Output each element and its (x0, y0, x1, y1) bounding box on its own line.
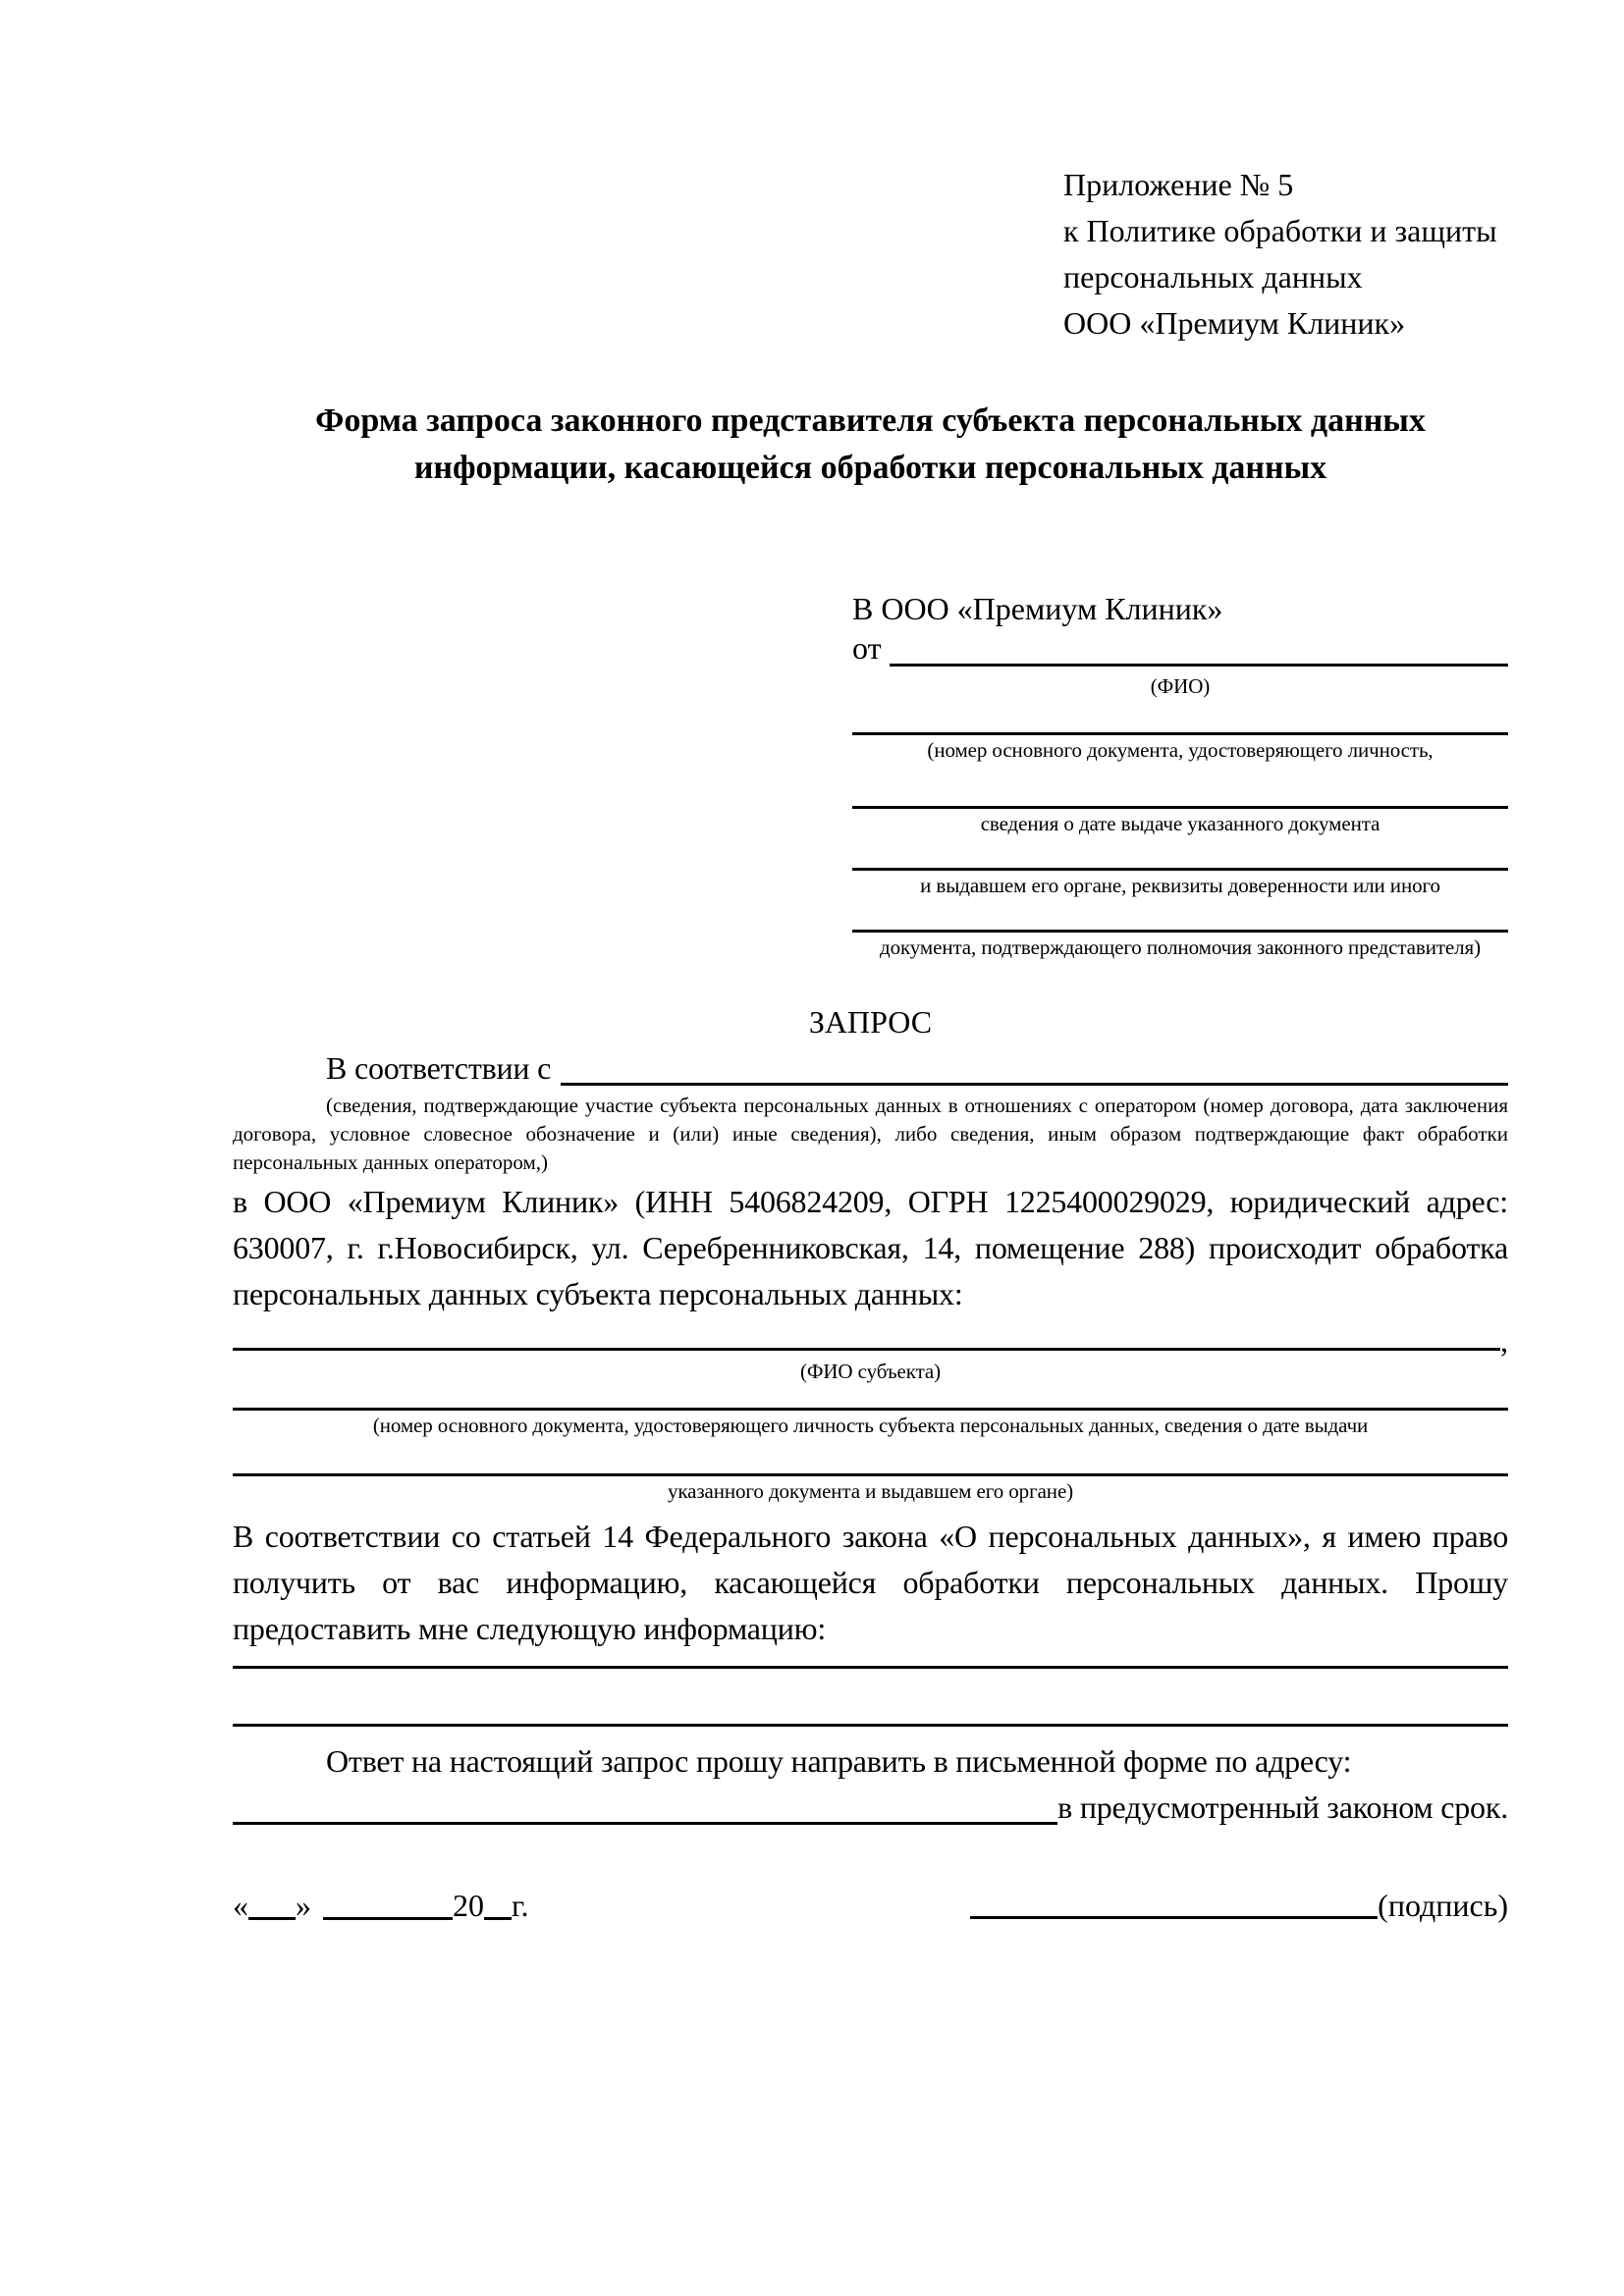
date-open-quote: « (233, 1888, 248, 1923)
header-line-policy: к Политике обработки и защиты (1063, 213, 1497, 248)
header-line-org: ООО «Премиум Клиник» (1063, 305, 1406, 341)
intro-prefix: В соответствии с (326, 1050, 552, 1086)
subject-doc-line-1 (233, 1408, 1508, 1411)
subject-doc-caption-2: указанного документа и выдавшем его органе) (667, 1479, 1074, 1503)
from-label: от (852, 630, 882, 666)
subject-doc-line-2 (233, 1473, 1508, 1476)
answer-suffix: в предусмотренный законом срок. (1057, 1789, 1508, 1825)
blank-line-doc-number (852, 732, 1508, 735)
blank-caption-issue-date: сведения о дате выдаче указанного документа (980, 812, 1380, 835)
subject-doc-row-1 (233, 1408, 1508, 1438)
subject-doc-caption-1: (номер основного документа, удостоверяющего личность субъекта персональных данных, сведения о дате выдачи (372, 1414, 1369, 1437)
fine-print-caption: (сведения, подтверждающие участие субъекта персональных данных в отношениях с оператором (номер договора, дата заключения договора, условное словесное обозначение и (или) иные сведения), либо сведения, иным образом подтверждающие факт обработки персональных данных оператором,) (233, 1094, 1508, 1174)
request-heading: ЗАПРОС (808, 1004, 933, 1040)
answer-paragraph: Ответ на настоящий запрос прошу направить в письменной форме по адресу: (326, 1743, 1352, 1779)
date-group (233, 1888, 529, 1924)
from-blank-line (890, 664, 1508, 667)
info-blank-line-1 (233, 1666, 1508, 1669)
date-month-line (323, 1917, 453, 1920)
title-line-2: информации, касающейся обработки персональных данных (413, 450, 1327, 486)
law-paragraph: В соответствии со статьей 14 Федерального закона «О персональных данных», я имею право получить от вас информацию, касающейся обработки персональных данных. Прошу предоставить мне следующую информацию: (233, 1519, 1508, 1646)
subject-comma: , (1500, 1323, 1508, 1359)
document-title (233, 398, 1508, 492)
blank-caption-doc-number: (номер основного документа, удостоверяющего личность, (927, 738, 1434, 762)
blank-row (852, 806, 1508, 836)
title-line-1: Форма запроса законного представителя субъекта персональных данных (315, 402, 1426, 439)
date-year-line (484, 1917, 512, 1920)
answer-fill-row (233, 1785, 1508, 1831)
date-day-line (248, 1917, 296, 1920)
blank-line-issue-date (852, 806, 1508, 809)
subject-fio-row (233, 1325, 1508, 1357)
header-block (1063, 162, 1508, 347)
blank-line-issuing-authority (852, 868, 1508, 871)
subject-fio-line (233, 1348, 1500, 1351)
addressee-org-name: В ООО «Премиум Клиник» (852, 591, 1223, 626)
fio-caption: (ФИО) (1150, 674, 1211, 698)
date-year-suffix: г. (512, 1888, 529, 1923)
signature-group (970, 1888, 1508, 1924)
date-close-quote: » (296, 1888, 311, 1923)
header-line-appendix: Приложение № 5 (1063, 167, 1294, 202)
signature-line (970, 1916, 1378, 1919)
header-line-personal-data: персональных данных (1063, 259, 1363, 294)
document-content (233, 0, 1508, 1924)
blank-line-authority-doc (852, 930, 1508, 933)
blank-row (852, 732, 1508, 763)
date-year-prefix: 20 (453, 1888, 484, 1923)
footer-row (233, 1888, 1508, 1924)
blank-row (852, 868, 1508, 898)
blank-caption-authority-doc: документа, подтверждающего полномочия законного представителя) (880, 935, 1481, 959)
from-row (852, 632, 1508, 671)
answer-address-line (233, 1822, 1057, 1825)
subject-fio-caption: (ФИО субъекта) (799, 1360, 942, 1383)
subject-doc-row-2 (233, 1473, 1508, 1504)
blank-caption-issuing-authority: и выдавшем его органе, реквизиты доверенности или иного (920, 874, 1440, 897)
intro-row (233, 1045, 1508, 1092)
intro-blank-line (561, 1083, 1508, 1086)
addressee-block (852, 586, 1508, 960)
operator-paragraph: в ООО «Премиум Клиник» (ИНН 5406824209, ОГРН 1225400029029, юридический адрес: 630007, г. г.Новосибирск, ул. Серебренниковская, 14, помещение 288) происходит обработка персональных данных субъекта персональных данных: (233, 1184, 1508, 1311)
blank-row (852, 930, 1508, 960)
info-blank-line-2 (233, 1724, 1508, 1727)
signature-caption: (подпись) (1378, 1888, 1508, 1923)
